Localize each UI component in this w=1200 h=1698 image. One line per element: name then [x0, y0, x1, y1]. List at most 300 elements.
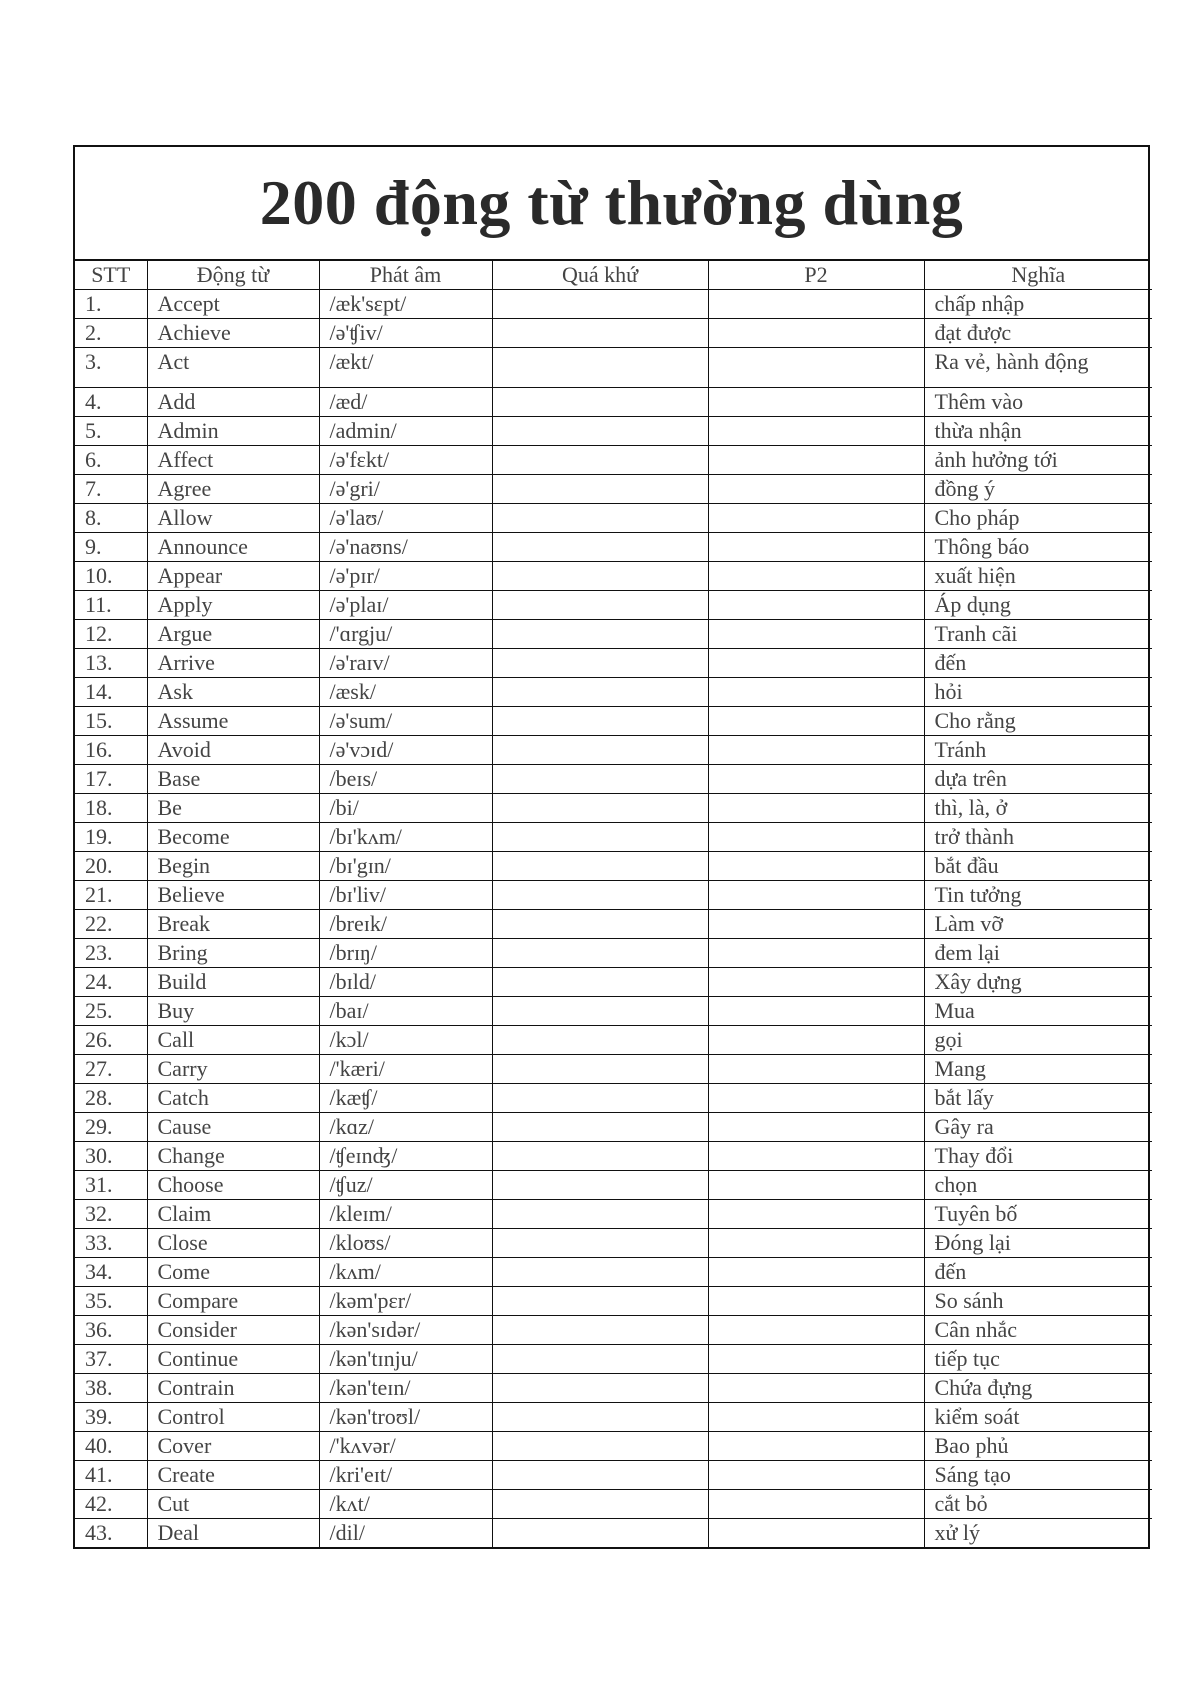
cell-stt: 28. — [75, 1084, 147, 1113]
cell-p2 — [708, 823, 924, 852]
cell-verb: Cause — [147, 1113, 319, 1142]
table-row — [75, 1316, 1152, 1345]
cell-stt: 18. — [75, 794, 147, 823]
table-row — [75, 968, 1152, 997]
cell-pronunciation: /'ɑrgju/ — [319, 620, 492, 649]
cell-stt: 22. — [75, 910, 147, 939]
cell-stt: 13. — [75, 649, 147, 678]
cell-p2 — [708, 765, 924, 794]
cell-p2 — [708, 1490, 924, 1519]
cell-pronunciation: /ə'vɔɪd/ — [319, 736, 492, 765]
cell-pronunciation: /ə'pɪr/ — [319, 562, 492, 591]
cell-meaning: xuất hiện — [924, 562, 1152, 591]
table-row — [75, 1084, 1152, 1113]
table-row — [75, 881, 1152, 910]
table-row — [75, 348, 1152, 388]
cell-pronunciation: /breɪk/ — [319, 910, 492, 939]
cell-pronunciation: /bi/ — [319, 794, 492, 823]
table-row — [75, 649, 1152, 678]
cell-meaning: Cho pháp — [924, 504, 1152, 533]
cell-meaning: Tranh cãi — [924, 620, 1152, 649]
cell-past — [492, 1142, 708, 1171]
cell-pronunciation: /ə'sum/ — [319, 707, 492, 736]
table-row — [75, 678, 1152, 707]
table-row — [75, 1113, 1152, 1142]
table-row — [75, 1287, 1152, 1316]
cell-meaning: Tuyên bố — [924, 1200, 1152, 1229]
cell-meaning: Sáng tạo — [924, 1461, 1152, 1490]
cell-meaning: trở thành — [924, 823, 1152, 852]
cell-meaning: kiểm soát — [924, 1403, 1152, 1432]
cell-verb: Add — [147, 388, 319, 417]
table-row — [75, 997, 1152, 1026]
cell-past — [492, 1403, 708, 1432]
cell-verb: Cut — [147, 1490, 319, 1519]
cell-past — [492, 446, 708, 475]
header-pronunciation: Phát âm — [319, 261, 492, 290]
header-p2: P2 — [708, 261, 924, 290]
cell-p2 — [708, 649, 924, 678]
cell-past — [492, 794, 708, 823]
cell-pronunciation: /kloʊs/ — [319, 1229, 492, 1258]
cell-stt: 26. — [75, 1026, 147, 1055]
cell-stt: 39. — [75, 1403, 147, 1432]
cell-past — [492, 736, 708, 765]
table-row — [75, 1490, 1152, 1519]
cell-meaning: Cân nhắc — [924, 1316, 1152, 1345]
cell-p2 — [708, 348, 924, 388]
cell-past — [492, 1258, 708, 1287]
cell-past — [492, 533, 708, 562]
cell-pronunciation: /bɪ'liv/ — [319, 881, 492, 910]
cell-verb: Continue — [147, 1345, 319, 1374]
cell-past — [492, 620, 708, 649]
header-meaning: Nghĩa — [924, 261, 1152, 290]
cell-past — [492, 591, 708, 620]
table-row — [75, 591, 1152, 620]
cell-stt: 15. — [75, 707, 147, 736]
cell-meaning: Đóng lại — [924, 1229, 1152, 1258]
cell-stt: 1. — [75, 290, 147, 319]
cell-p2 — [708, 1142, 924, 1171]
cell-pronunciation: /ʧuz/ — [319, 1171, 492, 1200]
header-verb: Động từ — [147, 261, 319, 290]
cell-pronunciation: /kʌt/ — [319, 1490, 492, 1519]
cell-stt: 19. — [75, 823, 147, 852]
cell-p2 — [708, 591, 924, 620]
cell-past — [492, 1229, 708, 1258]
cell-p2 — [708, 504, 924, 533]
table-row — [75, 562, 1152, 591]
header-stt: STT — [75, 261, 147, 290]
cell-p2 — [708, 1403, 924, 1432]
cell-pronunciation: /'kæri/ — [319, 1055, 492, 1084]
cell-p2 — [708, 1258, 924, 1287]
cell-past — [492, 319, 708, 348]
cell-past — [492, 1084, 708, 1113]
cell-stt: 40. — [75, 1432, 147, 1461]
cell-verb: Believe — [147, 881, 319, 910]
cell-past — [492, 968, 708, 997]
cell-past — [492, 1519, 708, 1548]
cell-meaning: đem lại — [924, 939, 1152, 968]
cell-verb: Contrain — [147, 1374, 319, 1403]
cell-past — [492, 678, 708, 707]
table-row — [75, 823, 1152, 852]
cell-stt: 10. — [75, 562, 147, 591]
table-row — [75, 794, 1152, 823]
cell-past — [492, 1461, 708, 1490]
cell-stt: 14. — [75, 678, 147, 707]
table-row — [75, 417, 1152, 446]
cell-verb: Assume — [147, 707, 319, 736]
cell-p2 — [708, 1287, 924, 1316]
cell-verb: Announce — [147, 533, 319, 562]
cell-meaning: Gây ra — [924, 1113, 1152, 1142]
cell-p2 — [708, 910, 924, 939]
cell-verb: Buy — [147, 997, 319, 1026]
cell-stt: 37. — [75, 1345, 147, 1374]
cell-stt: 4. — [75, 388, 147, 417]
cell-p2 — [708, 1200, 924, 1229]
cell-past — [492, 348, 708, 388]
cell-meaning: gọi — [924, 1026, 1152, 1055]
table-row — [75, 910, 1152, 939]
cell-p2 — [708, 1171, 924, 1200]
cell-past — [492, 1345, 708, 1374]
cell-stt: 5. — [75, 417, 147, 446]
cell-verb: Come — [147, 1258, 319, 1287]
cell-verb: Change — [147, 1142, 319, 1171]
cell-stt: 8. — [75, 504, 147, 533]
table-row — [75, 765, 1152, 794]
cell-p2 — [708, 794, 924, 823]
verb-table — [75, 261, 1152, 1547]
cell-meaning: Tin tưởng — [924, 881, 1152, 910]
cell-past — [492, 649, 708, 678]
cell-verb: Deal — [147, 1519, 319, 1548]
cell-verb: Begin — [147, 852, 319, 881]
cell-meaning: So sánh — [924, 1287, 1152, 1316]
cell-p2 — [708, 881, 924, 910]
cell-past — [492, 504, 708, 533]
cell-verb: Claim — [147, 1200, 319, 1229]
cell-p2 — [708, 417, 924, 446]
cell-verb: Base — [147, 765, 319, 794]
table-row — [75, 1345, 1152, 1374]
cell-pronunciation: /kən'sɪdər/ — [319, 1316, 492, 1345]
cell-stt: 32. — [75, 1200, 147, 1229]
cell-past — [492, 388, 708, 417]
table-row — [75, 1229, 1152, 1258]
table-row — [75, 736, 1152, 765]
vocabulary-sheet — [73, 145, 1150, 1549]
cell-pronunciation: /kən'teɪn/ — [319, 1374, 492, 1403]
cell-stt: 9. — [75, 533, 147, 562]
cell-past — [492, 1432, 708, 1461]
cell-pronunciation: /beɪs/ — [319, 765, 492, 794]
cell-past — [492, 997, 708, 1026]
cell-past — [492, 1200, 708, 1229]
cell-pronunciation: /kən'tɪnju/ — [319, 1345, 492, 1374]
table-row — [75, 1200, 1152, 1229]
cell-p2 — [708, 852, 924, 881]
cell-pronunciation: /ə'naʊns/ — [319, 533, 492, 562]
cell-pronunciation: /bɪld/ — [319, 968, 492, 997]
table-row — [75, 1055, 1152, 1084]
cell-meaning: Áp dụng — [924, 591, 1152, 620]
cell-pronunciation: /dil/ — [319, 1519, 492, 1548]
table-row — [75, 707, 1152, 736]
cell-pronunciation: /ə'fɛkt/ — [319, 446, 492, 475]
cell-meaning: Thay đổi — [924, 1142, 1152, 1171]
cell-meaning: Xây dựng — [924, 968, 1152, 997]
cell-p2 — [708, 620, 924, 649]
cell-pronunciation: /æsk/ — [319, 678, 492, 707]
cell-pronunciation: /ə'laʊ/ — [319, 504, 492, 533]
cell-stt: 42. — [75, 1490, 147, 1519]
table-row — [75, 319, 1152, 348]
cell-meaning: cắt bỏ — [924, 1490, 1152, 1519]
cell-stt: 34. — [75, 1258, 147, 1287]
cell-pronunciation: /kæʧ/ — [319, 1084, 492, 1113]
cell-p2 — [708, 1055, 924, 1084]
cell-past — [492, 1026, 708, 1055]
cell-meaning: Làm vỡ — [924, 910, 1152, 939]
cell-p2 — [708, 1374, 924, 1403]
table-row — [75, 939, 1152, 968]
cell-verb: Become — [147, 823, 319, 852]
cell-verb: Appear — [147, 562, 319, 591]
cell-pronunciation: /ækt/ — [319, 348, 492, 388]
cell-stt: 24. — [75, 968, 147, 997]
table-row — [75, 1258, 1152, 1287]
cell-verb: Choose — [147, 1171, 319, 1200]
cell-past — [492, 852, 708, 881]
cell-stt: 25. — [75, 997, 147, 1026]
table-row — [75, 1403, 1152, 1432]
cell-meaning: Chứa đựng — [924, 1374, 1152, 1403]
cell-meaning: Tránh — [924, 736, 1152, 765]
cell-pronunciation: /ə'ʧiv/ — [319, 319, 492, 348]
cell-p2 — [708, 319, 924, 348]
cell-verb: Build — [147, 968, 319, 997]
cell-past — [492, 707, 708, 736]
table-row — [75, 290, 1152, 319]
cell-meaning: dựa trên — [924, 765, 1152, 794]
cell-past — [492, 562, 708, 591]
cell-past — [492, 475, 708, 504]
cell-pronunciation: /bɪ'gɪn/ — [319, 852, 492, 881]
cell-pronunciation: /bɪ'kʌm/ — [319, 823, 492, 852]
cell-stt: 12. — [75, 620, 147, 649]
cell-meaning: thừa nhận — [924, 417, 1152, 446]
cell-stt: 38. — [75, 1374, 147, 1403]
cell-pronunciation: /kɑz/ — [319, 1113, 492, 1142]
cell-p2 — [708, 939, 924, 968]
cell-verb: Arrive — [147, 649, 319, 678]
cell-meaning: đến — [924, 1258, 1152, 1287]
cell-pronunciation: /kɔl/ — [319, 1026, 492, 1055]
cell-p2 — [708, 290, 924, 319]
cell-stt: 21. — [75, 881, 147, 910]
cell-past — [492, 1055, 708, 1084]
cell-p2 — [708, 446, 924, 475]
cell-stt: 23. — [75, 939, 147, 968]
cell-p2 — [708, 388, 924, 417]
cell-verb: Compare — [147, 1287, 319, 1316]
cell-stt: 6. — [75, 446, 147, 475]
cell-p2 — [708, 1432, 924, 1461]
cell-stt: 33. — [75, 1229, 147, 1258]
cell-p2 — [708, 968, 924, 997]
cell-stt: 2. — [75, 319, 147, 348]
cell-meaning: hỏi — [924, 678, 1152, 707]
cell-stt: 41. — [75, 1461, 147, 1490]
cell-past — [492, 1287, 708, 1316]
cell-pronunciation: /admin/ — [319, 417, 492, 446]
cell-meaning: Mua — [924, 997, 1152, 1026]
cell-meaning: Bao phủ — [924, 1432, 1152, 1461]
cell-past — [492, 417, 708, 446]
cell-p2 — [708, 1229, 924, 1258]
cell-stt: 11. — [75, 591, 147, 620]
table-row — [75, 475, 1152, 504]
cell-meaning: bắt lấy — [924, 1084, 1152, 1113]
cell-verb: Bring — [147, 939, 319, 968]
cell-p2 — [708, 562, 924, 591]
cell-past — [492, 765, 708, 794]
cell-stt: 36. — [75, 1316, 147, 1345]
table-body — [75, 290, 1152, 1548]
cell-verb: Argue — [147, 620, 319, 649]
cell-meaning: Ra vẻ, hành động — [924, 348, 1152, 388]
cell-p2 — [708, 1026, 924, 1055]
cell-verb: Accept — [147, 290, 319, 319]
cell-verb: Apply — [147, 591, 319, 620]
cell-verb: Call — [147, 1026, 319, 1055]
cell-past — [492, 1490, 708, 1519]
cell-verb: Affect — [147, 446, 319, 475]
cell-pronunciation: /æk'sɛpt/ — [319, 290, 492, 319]
cell-p2 — [708, 1084, 924, 1113]
cell-verb: Achieve — [147, 319, 319, 348]
table-row — [75, 1461, 1152, 1490]
cell-past — [492, 823, 708, 852]
cell-verb: Avoid — [147, 736, 319, 765]
cell-past — [492, 290, 708, 319]
cell-p2 — [708, 997, 924, 1026]
cell-meaning: Cho rằng — [924, 707, 1152, 736]
cell-verb: Create — [147, 1461, 319, 1490]
cell-stt: 7. — [75, 475, 147, 504]
cell-meaning: tiếp tục — [924, 1345, 1152, 1374]
cell-p2 — [708, 707, 924, 736]
cell-meaning: chấp nhập — [924, 290, 1152, 319]
table-row — [75, 1026, 1152, 1055]
cell-past — [492, 1374, 708, 1403]
cell-stt: 16. — [75, 736, 147, 765]
cell-stt: 29. — [75, 1113, 147, 1142]
cell-pronunciation: /'kʌvər/ — [319, 1432, 492, 1461]
cell-meaning: Thêm vào — [924, 388, 1152, 417]
cell-meaning: ảnh hưởng tới — [924, 446, 1152, 475]
cell-meaning: đồng ý — [924, 475, 1152, 504]
table-row — [75, 446, 1152, 475]
cell-meaning: bắt đầu — [924, 852, 1152, 881]
table-header — [75, 261, 1152, 290]
cell-p2 — [708, 533, 924, 562]
cell-pronunciation: /ə'gri/ — [319, 475, 492, 504]
cell-pronunciation: /kəm'pɛr/ — [319, 1287, 492, 1316]
cell-verb: Close — [147, 1229, 319, 1258]
table-row — [75, 504, 1152, 533]
cell-pronunciation: /baɪ/ — [319, 997, 492, 1026]
cell-stt: 17. — [75, 765, 147, 794]
cell-pronunciation: /ʧeɪnʤ/ — [319, 1142, 492, 1171]
cell-verb: Control — [147, 1403, 319, 1432]
cell-verb: Be — [147, 794, 319, 823]
cell-pronunciation: /kri'eɪt/ — [319, 1461, 492, 1490]
cell-verb: Cover — [147, 1432, 319, 1461]
cell-stt: 35. — [75, 1287, 147, 1316]
cell-stt: 31. — [75, 1171, 147, 1200]
cell-p2 — [708, 736, 924, 765]
cell-stt: 27. — [75, 1055, 147, 1084]
cell-past — [492, 910, 708, 939]
cell-verb: Break — [147, 910, 319, 939]
cell-past — [492, 1113, 708, 1142]
cell-pronunciation: /ə'raɪv/ — [319, 649, 492, 678]
table-row — [75, 388, 1152, 417]
cell-stt: 20. — [75, 852, 147, 881]
cell-past — [492, 881, 708, 910]
cell-p2 — [708, 475, 924, 504]
table-row — [75, 1374, 1152, 1403]
cell-verb: Agree — [147, 475, 319, 504]
cell-stt: 3. — [75, 348, 147, 388]
cell-verb: Catch — [147, 1084, 319, 1113]
cell-past — [492, 1171, 708, 1200]
cell-verb: Consider — [147, 1316, 319, 1345]
table-row — [75, 1432, 1152, 1461]
cell-meaning: Thông báo — [924, 533, 1152, 562]
cell-verb: Ask — [147, 678, 319, 707]
cell-pronunciation: /æd/ — [319, 388, 492, 417]
cell-p2 — [708, 1316, 924, 1345]
cell-meaning: chọn — [924, 1171, 1152, 1200]
cell-p2 — [708, 1519, 924, 1548]
table-row — [75, 852, 1152, 881]
cell-meaning: đạt được — [924, 319, 1152, 348]
cell-meaning: xử lý — [924, 1519, 1152, 1548]
cell-pronunciation: /brɪŋ/ — [319, 939, 492, 968]
cell-stt: 30. — [75, 1142, 147, 1171]
table-row — [75, 620, 1152, 649]
table-row — [75, 1519, 1152, 1548]
cell-pronunciation: /kleɪm/ — [319, 1200, 492, 1229]
cell-pronunciation: /kən'troʊl/ — [319, 1403, 492, 1432]
cell-verb: Carry — [147, 1055, 319, 1084]
cell-p2 — [708, 1345, 924, 1374]
header-past: Quá khứ — [492, 261, 708, 290]
header-row — [75, 261, 1152, 290]
cell-past — [492, 939, 708, 968]
cell-stt: 43. — [75, 1519, 147, 1548]
cell-meaning: thì, là, ở — [924, 794, 1152, 823]
cell-meaning: Mang — [924, 1055, 1152, 1084]
cell-past — [492, 1316, 708, 1345]
